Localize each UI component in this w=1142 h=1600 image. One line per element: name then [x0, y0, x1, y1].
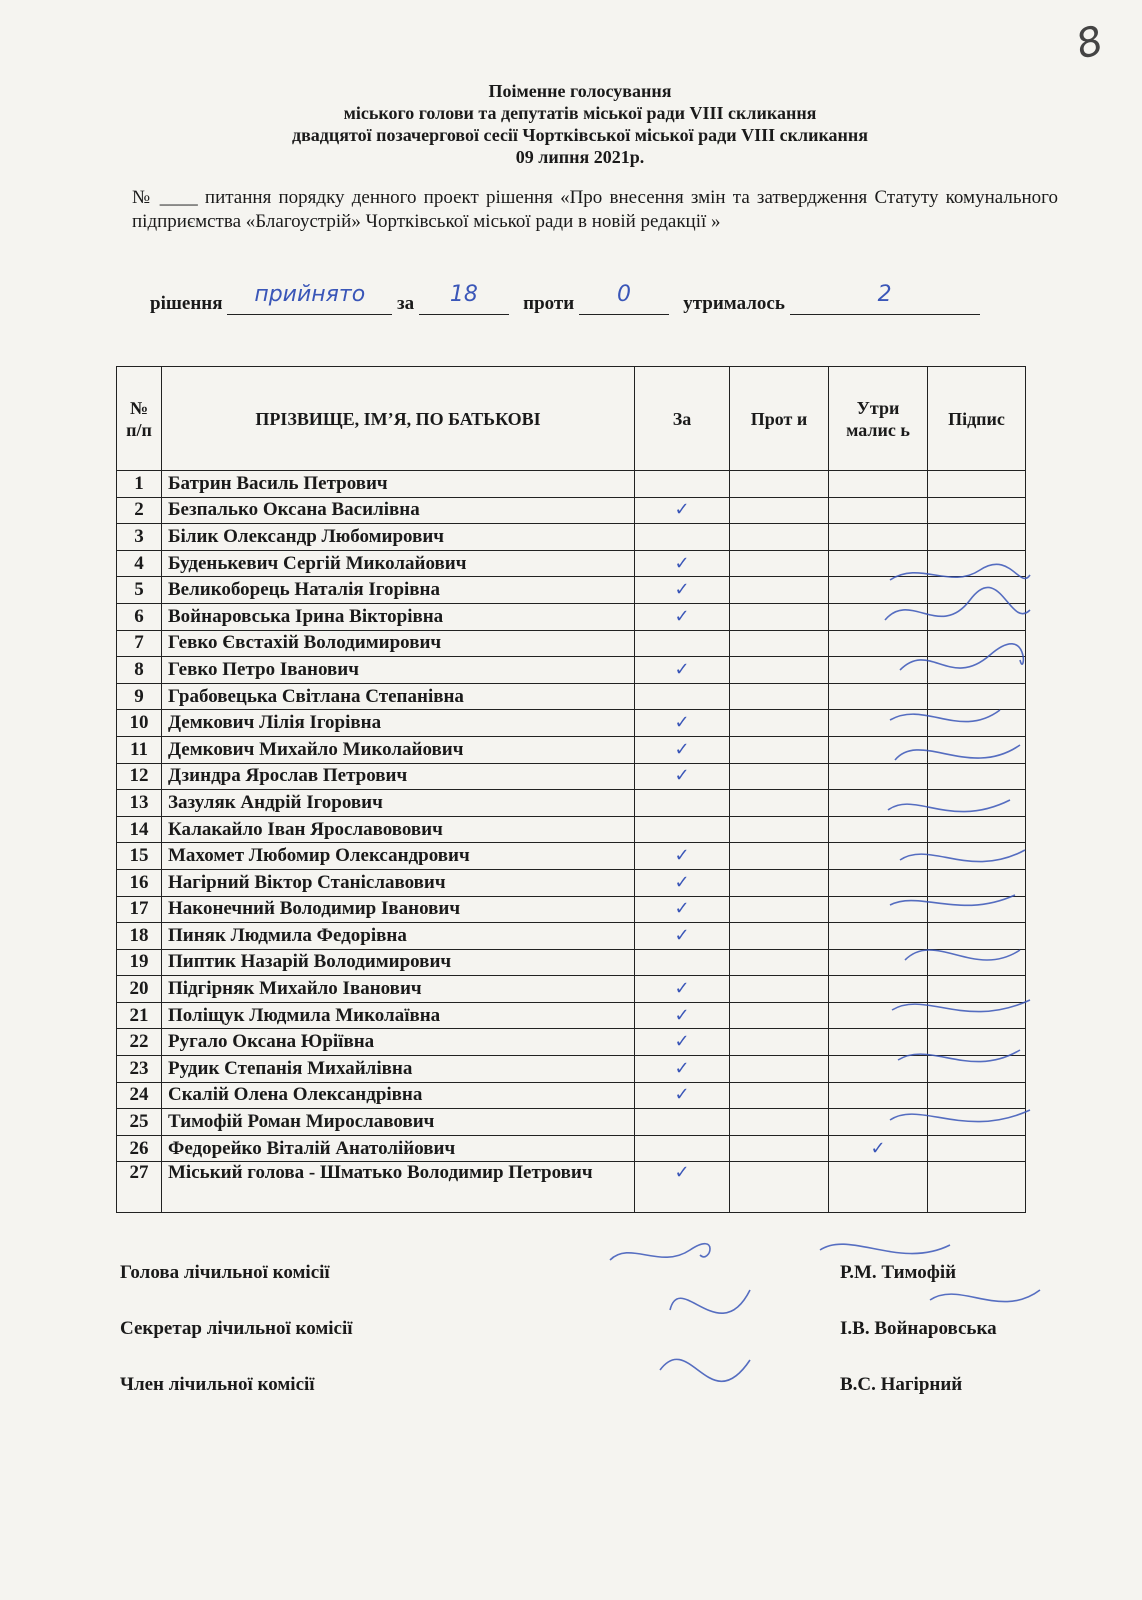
row-name: Підгірняк Михайло Іванович — [162, 976, 635, 1003]
row-vote-for: ✓ — [635, 976, 730, 1003]
row-signature — [928, 524, 1026, 551]
row-vote-against — [730, 577, 829, 604]
row-number: 22 — [117, 1029, 162, 1056]
row-vote-abstained — [829, 1162, 928, 1213]
table-row — [117, 816, 1026, 843]
table-row — [117, 843, 1026, 870]
row-signature — [928, 869, 1026, 896]
row-number: 25 — [117, 1109, 162, 1136]
row-number: 18 — [117, 923, 162, 950]
abstained-count: 2 — [877, 282, 892, 307]
header-subtitle-1: міського голови та депутатів міської ради VIII скликання — [343, 103, 817, 123]
row-signature — [928, 630, 1026, 657]
row-vote-for: ✓ — [635, 843, 730, 870]
row-name: Гевко Петро Іванович — [162, 657, 635, 684]
row-signature — [928, 550, 1026, 577]
table-row — [117, 683, 1026, 710]
row-number: 20 — [117, 976, 162, 1003]
row-name: Гевко Євстахій Володимирович — [162, 630, 635, 657]
row-vote-against — [730, 923, 829, 950]
row-vote-abstained — [829, 1029, 928, 1056]
row-name: Рудик Степанія Михайлівна — [162, 1056, 635, 1083]
row-name: Скалій Олена Олександрівна — [162, 1082, 635, 1109]
row-vote-abstained — [829, 603, 928, 630]
row-number: 27 — [117, 1162, 162, 1213]
member-role: Член лічильної комісії — [120, 1374, 315, 1395]
col-header-against: Прот и — [730, 367, 829, 471]
roll-call-table — [116, 366, 1026, 1213]
table-row — [117, 1109, 1026, 1136]
secretary-name: І.В. Войнаровська — [840, 1318, 997, 1339]
table-row — [117, 550, 1026, 577]
row-vote-abstained — [829, 763, 928, 790]
table-row — [117, 949, 1026, 976]
row-number: 17 — [117, 896, 162, 923]
row-vote-against — [730, 763, 829, 790]
header-date: 09 липня 2021р. — [515, 147, 645, 167]
row-vote-abstained — [829, 550, 928, 577]
row-vote-against — [730, 710, 829, 737]
row-name: Зазуляк Андрій Ігорович — [162, 790, 635, 817]
table-row — [117, 976, 1026, 1003]
table-row — [117, 736, 1026, 763]
row-vote-for — [635, 524, 730, 551]
row-vote-for — [635, 949, 730, 976]
row-name: Буденькевич Сергій Миколайович — [162, 550, 635, 577]
table-row — [117, 630, 1026, 657]
table-row — [117, 1002, 1026, 1029]
row-vote-against — [730, 1029, 829, 1056]
table-row — [117, 603, 1026, 630]
row-name: Демкович Михайло Миколайович — [162, 736, 635, 763]
row-vote-abstained — [829, 1002, 928, 1029]
row-name: Махомет Любомир Олександрович — [162, 843, 635, 870]
row-signature — [928, 603, 1026, 630]
row-vote-for — [635, 1135, 730, 1162]
table-row — [117, 577, 1026, 604]
row-vote-for: ✓ — [635, 1056, 730, 1083]
row-number: 3 — [117, 524, 162, 551]
col-header-for: За — [635, 367, 730, 471]
row-vote-against — [730, 657, 829, 684]
table-row — [117, 1135, 1026, 1162]
row-name: Безпалько Оксана Василівна — [162, 497, 635, 524]
row-vote-for — [635, 1109, 730, 1136]
row-signature — [928, 497, 1026, 524]
table-row — [117, 1056, 1026, 1083]
table-header-row — [117, 367, 1026, 471]
table-row — [117, 896, 1026, 923]
table-row — [117, 790, 1026, 817]
header-subtitle-2: двадцятої позачергової сесії Чортківської міської ради VIII скликання — [291, 125, 869, 145]
row-name: Міський голова - Шматько Володимир Петрович — [162, 1162, 635, 1213]
decision-line — [150, 282, 980, 315]
row-signature — [928, 657, 1026, 684]
row-signature — [928, 1029, 1026, 1056]
secretary-role: Секретар лічильної комісії — [120, 1318, 353, 1339]
row-signature — [928, 923, 1026, 950]
table-row — [117, 1029, 1026, 1056]
row-signature — [928, 1162, 1026, 1213]
row-vote-against — [730, 896, 829, 923]
row-vote-abstained — [829, 683, 928, 710]
row-signature — [928, 1109, 1026, 1136]
for-count: 18 — [449, 282, 478, 307]
row-vote-abstained — [829, 923, 928, 950]
row-vote-abstained — [829, 896, 928, 923]
table-row — [117, 1082, 1026, 1109]
table-row — [117, 1162, 1026, 1213]
row-vote-abstained — [829, 657, 928, 684]
row-name: Ругало Оксана Юріївна — [162, 1029, 635, 1056]
row-number: 11 — [117, 736, 162, 763]
row-vote-against — [730, 550, 829, 577]
document-header — [120, 80, 1040, 168]
row-name: Демкович Лілія Ігорівна — [162, 710, 635, 737]
row-name: Дзиндра Ярослав Петрович — [162, 763, 635, 790]
row-number: 4 — [117, 550, 162, 577]
row-vote-against — [730, 1135, 829, 1162]
row-vote-against — [730, 497, 829, 524]
table-row — [117, 710, 1026, 737]
row-vote-abstained — [829, 471, 928, 498]
row-vote-against — [730, 869, 829, 896]
row-name: Тимофій Роман Мирославович — [162, 1109, 635, 1136]
row-vote-against — [730, 1056, 829, 1083]
commission-signatures — [600, 1230, 1060, 1470]
table-row — [117, 657, 1026, 684]
col-header-signature: Підпис — [928, 367, 1026, 471]
row-vote-abstained — [829, 497, 928, 524]
row-vote-against — [730, 1082, 829, 1109]
row-vote-abstained — [829, 736, 928, 763]
row-vote-for — [635, 630, 730, 657]
member-name: В.С. Нагірний — [840, 1374, 963, 1395]
against-count: 0 — [616, 282, 631, 307]
row-vote-against — [730, 1162, 829, 1213]
row-vote-for — [635, 471, 730, 498]
row-number: 7 — [117, 630, 162, 657]
row-vote-against — [730, 843, 829, 870]
agenda-item-text: № ____ питання порядку денного проект рішення «Про внесення змін та затвердження Статуту комунального підприємства «Благоустрій» Чортківської міської ради в новій редакції » — [132, 187, 1058, 232]
row-number: 19 — [117, 949, 162, 976]
row-vote-against — [730, 790, 829, 817]
table-row — [117, 524, 1026, 551]
row-signature — [928, 896, 1026, 923]
row-name: Великоборець Наталія Ігорівна — [162, 577, 635, 604]
row-number: 15 — [117, 843, 162, 870]
abstained-label: утрималось — [683, 293, 785, 314]
row-vote-for: ✓ — [635, 603, 730, 630]
row-signature — [928, 471, 1026, 498]
chair-role: Голова лічильної комісії — [120, 1262, 330, 1283]
row-vote-abstained — [829, 949, 928, 976]
table-body — [117, 471, 1026, 1213]
row-name: Пиптик Назарій Володимирович — [162, 949, 635, 976]
row-vote-for — [635, 790, 730, 817]
row-number: 5 — [117, 577, 162, 604]
decision-value: прийнято — [254, 282, 366, 307]
row-name: Білик Олександр Любомирович — [162, 524, 635, 551]
row-name: Нагірний Віктор Станіславович — [162, 869, 635, 896]
row-name: Батрин Василь Петрович — [162, 471, 635, 498]
col-header-name: ПРІЗВИЩЕ, ІМ’Я, ПО БАТЬКОВІ — [162, 367, 635, 471]
row-number: 1 — [117, 471, 162, 498]
row-vote-against — [730, 816, 829, 843]
row-number: 13 — [117, 790, 162, 817]
row-number: 8 — [117, 657, 162, 684]
row-vote-for: ✓ — [635, 1002, 730, 1029]
row-vote-abstained — [829, 869, 928, 896]
row-vote-abstained — [829, 843, 928, 870]
row-signature — [928, 1135, 1026, 1162]
against-label: проти — [523, 293, 575, 314]
row-vote-for: ✓ — [635, 763, 730, 790]
row-number: 21 — [117, 1002, 162, 1029]
row-signature — [928, 1056, 1026, 1083]
row-signature — [928, 710, 1026, 737]
row-vote-abstained — [829, 710, 928, 737]
row-vote-for: ✓ — [635, 736, 730, 763]
chair-name: Р.М. Тимофій — [840, 1262, 957, 1283]
table-row — [117, 497, 1026, 524]
row-vote-against — [730, 471, 829, 498]
row-vote-abstained — [829, 630, 928, 657]
row-signature — [928, 1002, 1026, 1029]
header-title: Поіменне голосування — [488, 81, 672, 101]
row-vote-abstained — [829, 816, 928, 843]
row-vote-against — [730, 630, 829, 657]
row-name: Федорейко Віталій Анатолійович — [162, 1135, 635, 1162]
col-header-number: № п/п — [117, 367, 162, 471]
row-vote-against — [730, 976, 829, 1003]
row-number: 6 — [117, 603, 162, 630]
row-vote-against — [730, 736, 829, 763]
row-vote-against — [730, 524, 829, 551]
for-label: за — [397, 293, 415, 314]
row-vote-for — [635, 816, 730, 843]
row-vote-against — [730, 1109, 829, 1136]
row-signature — [928, 763, 1026, 790]
row-number: 23 — [117, 1056, 162, 1083]
row-signature — [928, 949, 1026, 976]
row-vote-abstained: ✓ — [829, 1135, 928, 1162]
row-vote-abstained — [829, 577, 928, 604]
table-row — [117, 471, 1026, 498]
decision-label: рішення — [150, 293, 223, 314]
row-signature — [928, 736, 1026, 763]
row-vote-for: ✓ — [635, 1082, 730, 1109]
row-name: Наконечний Володимир Іванович — [162, 896, 635, 923]
row-vote-against — [730, 1002, 829, 1029]
row-signature — [928, 1082, 1026, 1109]
row-vote-abstained — [829, 1109, 928, 1136]
row-number: 14 — [117, 816, 162, 843]
row-name: Войнаровська Ірина Вікторівна — [162, 603, 635, 630]
row-number: 2 — [117, 497, 162, 524]
row-name: Грабовецька Світлана Степанівна — [162, 683, 635, 710]
row-signature — [928, 976, 1026, 1003]
row-signature — [928, 577, 1026, 604]
row-vote-for — [635, 683, 730, 710]
row-vote-abstained — [829, 524, 928, 551]
row-signature — [928, 790, 1026, 817]
table-row — [117, 923, 1026, 950]
row-vote-against — [730, 683, 829, 710]
table-row — [117, 869, 1026, 896]
page-number-handwritten: 8 — [1071, 17, 1108, 69]
row-number: 12 — [117, 763, 162, 790]
row-vote-for: ✓ — [635, 1162, 730, 1213]
row-vote-abstained — [829, 976, 928, 1003]
row-vote-abstained — [829, 790, 928, 817]
row-number: 26 — [117, 1135, 162, 1162]
row-name: Поліщук Людмила Миколаївна — [162, 1002, 635, 1029]
row-vote-for: ✓ — [635, 577, 730, 604]
row-number: 24 — [117, 1082, 162, 1109]
row-vote-for: ✓ — [635, 710, 730, 737]
row-vote-against — [730, 603, 829, 630]
row-vote-for: ✓ — [635, 497, 730, 524]
col-header-abstained: Утри малис ь — [829, 367, 928, 471]
row-signature — [928, 683, 1026, 710]
row-vote-for: ✓ — [635, 923, 730, 950]
row-vote-abstained — [829, 1082, 928, 1109]
row-number: 9 — [117, 683, 162, 710]
row-name: Калакайло Іван Ярославовович — [162, 816, 635, 843]
row-signature — [928, 843, 1026, 870]
table-row — [117, 763, 1026, 790]
row-vote-for: ✓ — [635, 1029, 730, 1056]
row-vote-for: ✓ — [635, 896, 730, 923]
row-number: 10 — [117, 710, 162, 737]
row-number: 16 — [117, 869, 162, 896]
row-vote-for: ✓ — [635, 869, 730, 896]
row-vote-abstained — [829, 1056, 928, 1083]
row-signature — [928, 816, 1026, 843]
row-vote-for: ✓ — [635, 550, 730, 577]
row-vote-for: ✓ — [635, 657, 730, 684]
row-vote-against — [730, 949, 829, 976]
row-name: Пиняк Людмила Федорівна — [162, 923, 635, 950]
